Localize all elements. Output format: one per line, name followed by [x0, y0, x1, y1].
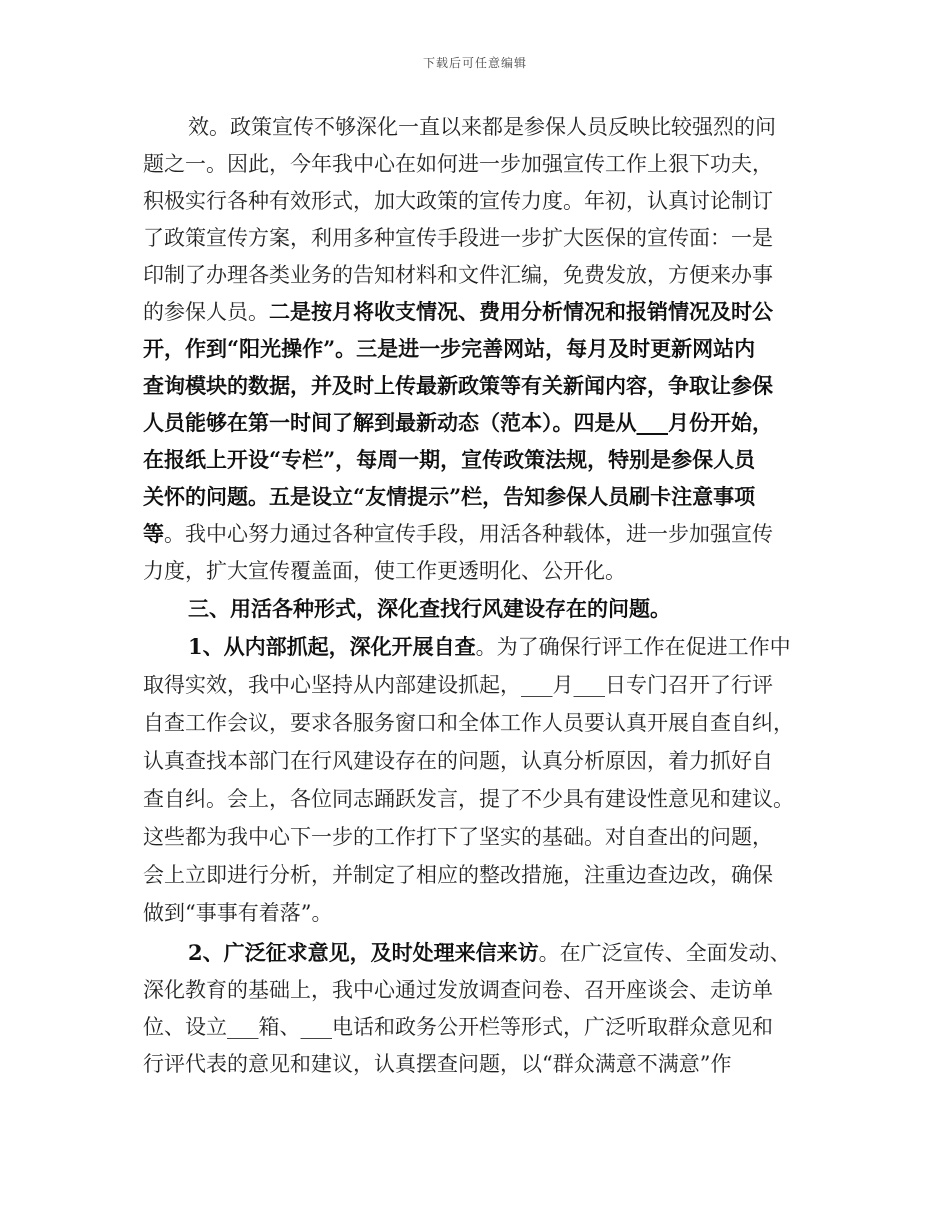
text-segment: 会上立即进行分析，并制定了相应的整改措施，注重边查边改，确保: [143, 863, 773, 887]
bold-text-segment: 二是按月将收支情况、费用分析情况和报销情况及时公: [269, 299, 773, 324]
bold-text-segment: 开，作到“阳光操作”。三是进一步完善网站，每月及时更新网站内: [143, 336, 756, 361]
text-segment: 效。政策宣传不够深化一直以来都是参保人员反映比较强烈的问: [188, 115, 776, 139]
text-line: [188, 630, 791, 664]
text-segment: 。在广泛宣传、全面发动、: [538, 941, 791, 965]
text-line: [143, 858, 773, 892]
text-segment: 深化教育的基础上，我中心通过发放调查问卷、召开座谈会、走访单: [143, 978, 773, 1002]
text-segment: 位、设立___箱、___电话和政务公开栏等形式，广泛听取群众意见和: [143, 1015, 773, 1039]
text-segment: 行评代表的意见和建议，认真摆查问题，以“群众满意不满意”作: [143, 1052, 732, 1076]
text-line: [143, 1010, 773, 1044]
text-line: [188, 110, 776, 144]
text-line: [143, 1047, 731, 1081]
text-segment: 积极实行各种有效形式，加大政策的宣传力度。年初，认真讨论制订: [143, 189, 773, 213]
text-line: [143, 782, 794, 816]
bold-text-segment: 人员能够在第一时间了解到最新动态（范本）。四是从___月份开始，: [143, 410, 773, 435]
text-segment: 印制了办理各类业务的告知材料和文件汇编，免费发放，方便来办事: [143, 263, 773, 287]
bold-text-segment: 2、广泛征求意见，及时处理来信来访: [188, 940, 539, 965]
text-line: [143, 221, 773, 255]
text-segment: 认真查找本部门在行风建设存在的问题，认真分析原因，着力抓好自: [143, 749, 773, 773]
text-segment: 。为了确保行评工作在促进工作中: [475, 635, 791, 659]
text-line: [143, 896, 332, 930]
bold-text-segment: 查询模块的数据，并及时上传最新政策等有关新闻内容，争取让参保: [143, 373, 773, 398]
text-segment: 查自纠。会上，各位同志踊跃发言，提了不少具有建设性意见和建议。: [143, 787, 794, 811]
text-line: [143, 406, 773, 440]
text-segment: 自查工作会议，要求各服务窗口和全体工作人员要认真开展自查自纠，: [143, 711, 794, 735]
text-line: [188, 592, 671, 626]
text-line: [143, 668, 773, 702]
text-line: [143, 332, 755, 366]
text-line: [143, 480, 755, 514]
bold-text-segment: 在报纸上开设“专栏”，每周一期，宣传政策法规，特别是参保人员: [143, 447, 756, 472]
text-line: [143, 973, 773, 1007]
page-header-note: 下载后可任意编辑: [422, 56, 527, 70]
text-segment: 取得实效，我中心坚持从内部建设抓起，___月___日专门召开了行评: [143, 673, 773, 697]
text-line: [143, 184, 773, 218]
text-segment: 题之一。因此，今年我中心在如何进一步加强宣传工作上狠下功夫，: [143, 152, 773, 176]
text-segment: 了政策宣传方案，利用多种宣传手段进一步扩大医保的宣传面：一是: [143, 226, 773, 250]
text-line: [143, 369, 773, 403]
text-line: [143, 820, 773, 854]
text-line: [143, 744, 773, 778]
text-line: [143, 517, 773, 551]
text-segment: 。我中心努力通过各种宣传手段，用活各种载体，进一步加强宣传: [164, 522, 773, 546]
text-segment: 的参保人员。: [143, 300, 269, 324]
text-line: [143, 443, 755, 477]
text-line: [143, 295, 773, 329]
text-line: [143, 258, 773, 292]
text-line: [143, 147, 773, 181]
text-line: [188, 936, 791, 970]
text-line: [143, 706, 794, 740]
text-segment: 这些都为我中心下一步的工作打下了坚实的基础。对自查出的问题，: [143, 825, 773, 849]
bold-text-segment: 关怀的问题。五是设立“友情提示”栏，告知参保人员刷卡注意事项: [143, 484, 756, 509]
text-line: [143, 554, 626, 588]
bold-text-segment: 1、从内部抓起，深化开展自查: [188, 634, 476, 659]
bold-text-segment: 等: [143, 521, 164, 546]
text-segment: 力度，扩大宣传覆盖面，使工作更透明化、公开化。: [143, 559, 626, 583]
text-segment: 做到“事事有着落”。: [143, 901, 333, 925]
bold-text-segment: 三、用活各种形式，深化查找行风建设存在的问题。: [188, 596, 671, 621]
